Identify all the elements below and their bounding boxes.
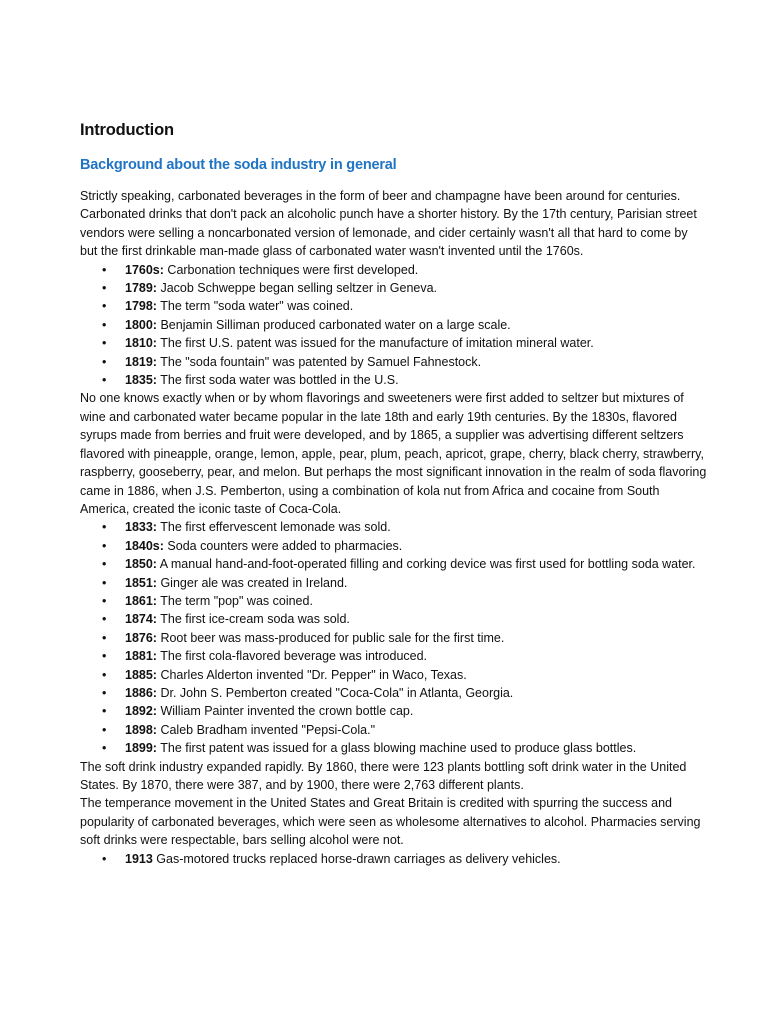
year-label: 1798: bbox=[125, 299, 157, 314]
item-text: A manual hand-and-foot-operated filling and corking device was first used for bottling soda water. bbox=[156, 557, 696, 572]
item-text: Carbonation techniques were first developed. bbox=[163, 262, 419, 277]
year-label: 1840s: bbox=[125, 538, 164, 553]
item-text: The term "pop" was coined. bbox=[156, 593, 313, 608]
page-title: Introduction bbox=[80, 121, 174, 139]
list-item bbox=[80, 610, 708, 628]
year-label: 1789: bbox=[125, 281, 157, 296]
item-text: Root beer was mass-produced for public sale for the first time. bbox=[156, 630, 505, 645]
list-item bbox=[80, 666, 708, 684]
list-item bbox=[80, 850, 708, 868]
list-item bbox=[80, 629, 708, 647]
paragraph-intro: Strictly speaking, carbonated beverages in the form of beer and champagne have been around for centuries. Carbonated drinks that don't pack an alcoholic punch have a shorter history. By the 17th century, Parisian street vendors were selling a noncarbonated version of lemonade, and cider certainly wasn't all that hard to come by but the first drinkable man-made glass of carbonated water wasn't invented until the 1760s. bbox=[80, 189, 697, 259]
list-item bbox=[80, 334, 708, 352]
section-subtitle: Background about the soda industry in general bbox=[80, 157, 397, 173]
year-label: 1800: bbox=[125, 317, 157, 332]
item-text: Soda counters were added to pharmacies. bbox=[163, 538, 403, 553]
year-label: 1861: bbox=[125, 593, 157, 608]
year-label: 1881: bbox=[125, 649, 157, 664]
item-text: The first cola-flavored beverage was introduced. bbox=[156, 649, 428, 664]
list-item bbox=[80, 574, 708, 592]
item-text: Ginger ale was created in Ireland. bbox=[156, 575, 348, 590]
list-item bbox=[80, 739, 708, 757]
item-text: The first effervescent lemonade was sold. bbox=[156, 520, 391, 535]
list-item bbox=[80, 537, 708, 555]
item-text: The first soda water was bottled in the U.S. bbox=[156, 373, 399, 388]
year-label: 1760s: bbox=[125, 262, 164, 277]
document-page bbox=[80, 118, 708, 868]
paragraph-expansion: The soft drink industry expanded rapidly. By 1860, there were 123 plants bottling soft drink water in the United States. By 1870, there were 387, and by 1900, there were 2,763 different plants. bbox=[80, 759, 687, 792]
year-label: 1819: bbox=[125, 354, 157, 369]
item-text: Caleb Bradham invented "Pepsi-Cola." bbox=[156, 722, 376, 737]
item-text: The first patent was issued for a glass blowing machine used to produce glass bottles. bbox=[156, 741, 637, 756]
year-label: 1810: bbox=[125, 336, 157, 351]
timeline-list-1 bbox=[80, 261, 708, 390]
timeline-list-3 bbox=[80, 850, 708, 868]
list-item bbox=[80, 297, 708, 315]
list-item bbox=[80, 261, 708, 279]
item-text: The first ice-cream soda was sold. bbox=[156, 612, 350, 627]
year-label: 1851: bbox=[125, 575, 157, 590]
year-label: 1835: bbox=[125, 373, 157, 388]
year-label: 1892: bbox=[125, 704, 157, 719]
item-text: Charles Alderton invented "Dr. Pepper" in Waco, Texas. bbox=[156, 667, 467, 682]
list-item bbox=[80, 647, 708, 665]
list-item bbox=[80, 353, 708, 371]
item-text: Benjamin Silliman produced carbonated water on a large scale. bbox=[156, 317, 511, 332]
year-label: 1850: bbox=[125, 557, 157, 572]
list-item bbox=[80, 279, 708, 297]
year-label: 1899: bbox=[125, 741, 157, 756]
paragraph-flavorings: No one knows exactly when or by whom flavorings and sweeteners were first added to seltzer but mixtures of wine and carbonated water became popular in the late 18th and early 19th centuries. By the 1830s, flavored syrups made from berries and fruit were developed, and by 1865, a supplier was advertising different seltzers flavored with pineapple, orange, lemon, apple, pear, plum, peach, apricot, grape, cherry, black cherry, strawberry, raspberry, gooseberry, pear, and melon. But perhaps the most significant innovation in the realm of soda flavoring came in 1886, when J.S. Pemberton, using a combination of kola nut from Africa and cocaine from South America, created the iconic taste of Coca-Cola. bbox=[80, 391, 707, 516]
list-item bbox=[80, 555, 708, 573]
year-label: 1885: bbox=[125, 667, 157, 682]
item-text: Gas-motored trucks replaced horse-drawn carriages as delivery vehicles. bbox=[152, 851, 561, 866]
item-text: William Painter invented the crown bottle cap. bbox=[156, 704, 414, 719]
timeline-list-2 bbox=[80, 518, 708, 757]
paragraph-temperance: The temperance movement in the United States and Great Britain is credited with spurring the success and popularity of carbonated beverages, which were seen as wholesome alternatives to alcohol. Pharmacies serving soft drinks were respectable, bars selling alcohol were not. bbox=[80, 796, 701, 848]
item-text: The "soda fountain" was patented by Samuel Fahnestock. bbox=[156, 354, 482, 369]
list-item bbox=[80, 684, 708, 702]
year-label: 1876: bbox=[125, 630, 157, 645]
year-label: 1874: bbox=[125, 612, 157, 627]
year-label: 1833: bbox=[125, 520, 157, 535]
list-item bbox=[80, 702, 708, 720]
year-label: 1886: bbox=[125, 685, 157, 700]
year-label: 1898: bbox=[125, 722, 157, 737]
list-item bbox=[80, 316, 708, 334]
item-text: The term "soda water" was coined. bbox=[156, 299, 354, 314]
list-item bbox=[80, 518, 708, 536]
list-item bbox=[80, 721, 708, 739]
list-item bbox=[80, 592, 708, 610]
item-text: The first U.S. patent was issued for the manufacture of imitation mineral water. bbox=[156, 336, 594, 351]
item-text: Jacob Schweppe began selling seltzer in Geneva. bbox=[156, 281, 438, 296]
list-item bbox=[80, 371, 708, 389]
item-text: Dr. John S. Pemberton created "Coca-Cola" in Atlanta, Georgia. bbox=[156, 685, 514, 700]
year-label: 1913 bbox=[125, 851, 153, 866]
